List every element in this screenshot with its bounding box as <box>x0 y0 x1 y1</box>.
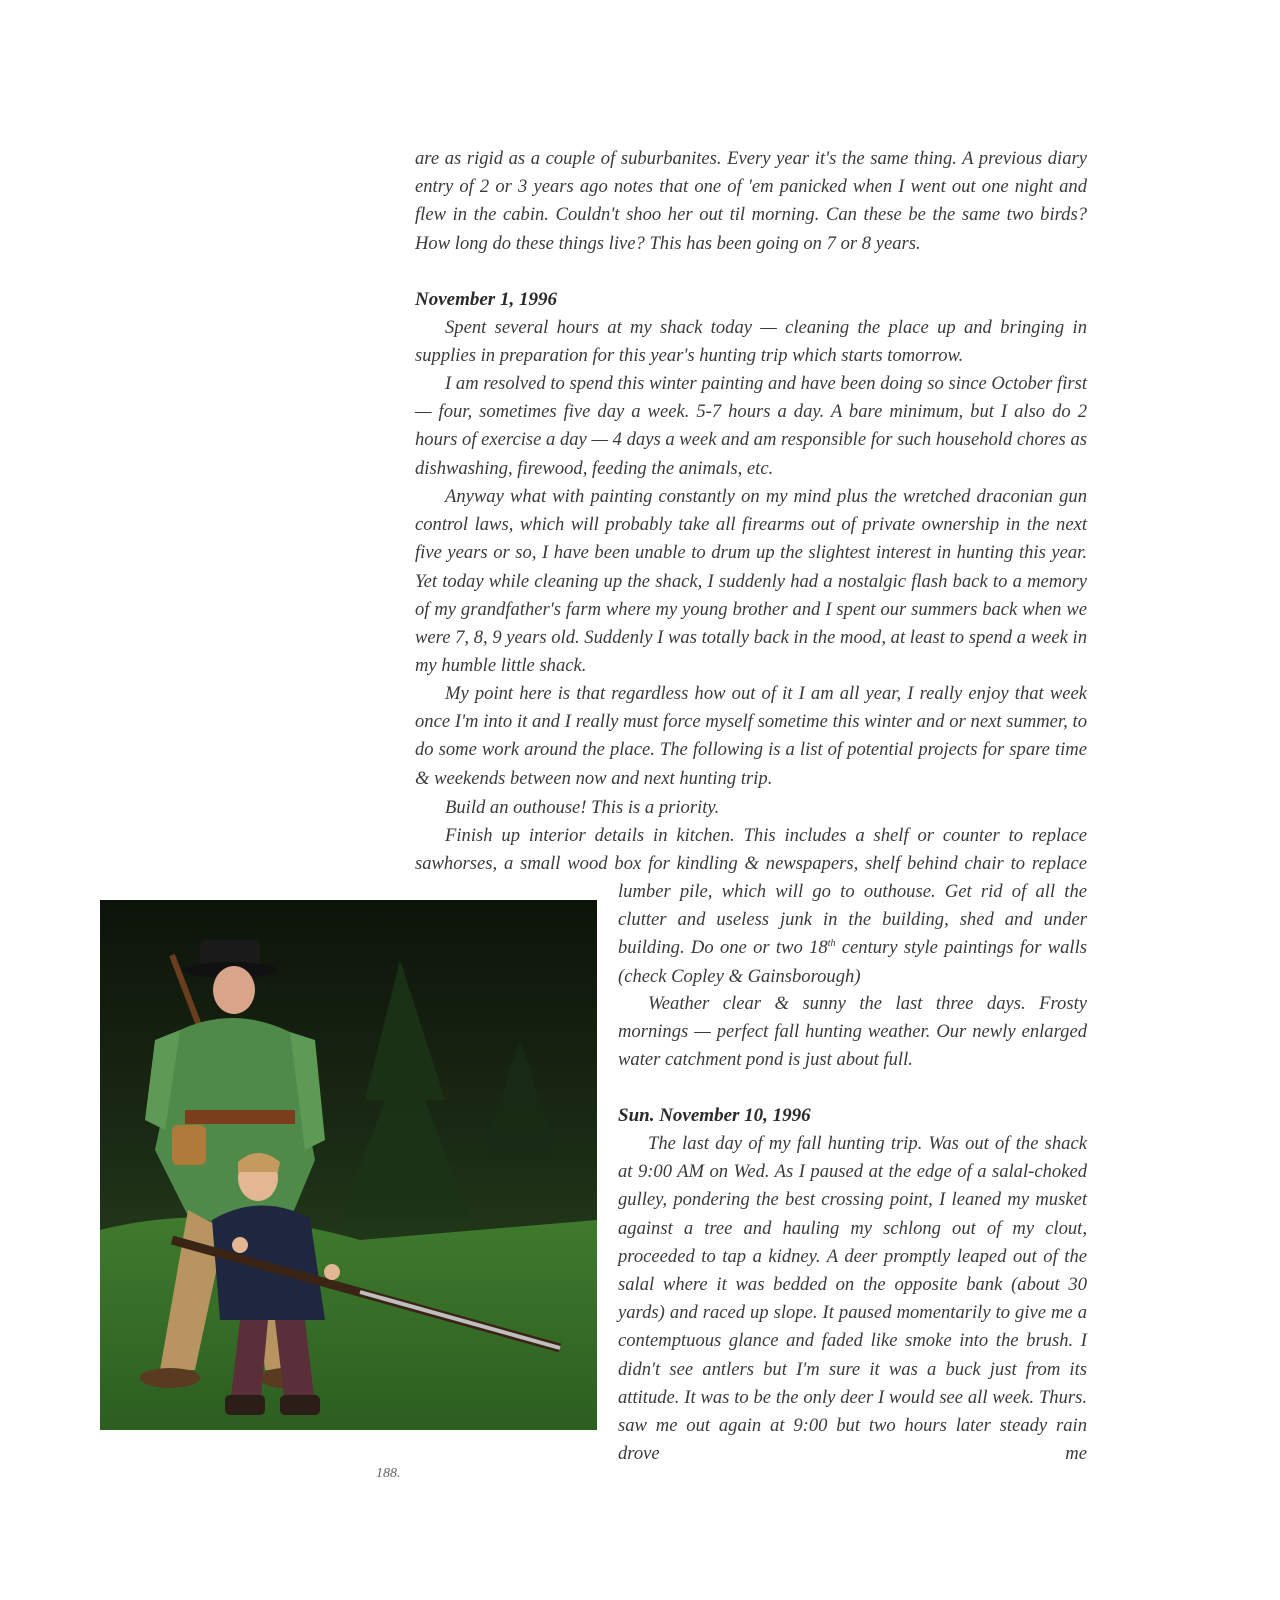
entry1-paragraph-2: I am resolved to spend this winter painting and have been doing so since October first — four, sometimes five day a week. 5-7 hours a day. A bare minimum, but I also do 2 hours of exercise a day — 4 days a week and am responsible for such household chores as dishwashing, firewood, feeding the animals, etc. <box>415 373 1087 479</box>
intro-paragraph: are as rigid as a couple of suburbanites. Every year it's the same thing. A previous diary entry of 2 or 3 years ago notes that one of 'em panicked when I went out one night and flew in the cabin. Couldn't shoo her out til morning. Can these be the same two birds? How long do these things live? This has been going on 7 or 8 years. <box>415 148 1087 254</box>
entry1-paragraph-7: Weather clear & sunny the last three days. Frosty mornings — perfect fall hunting weather. Our newly enlarged water catchment pond is just about full. <box>618 993 1087 1071</box>
entry1-paragraph-5: Build an outhouse! This is a priority. <box>445 797 720 818</box>
entry1-paragraph-4: My point here is that regardless how out of it I am all year, I really enjoy that week once I'm into it and I really must force myself sometime this winter and or next summer, to do some work around the place. The following is a list of potential projects for spare time & weekends between now and next hunting trip. <box>415 683 1087 789</box>
page-number: 188. <box>376 1466 401 1481</box>
entry1-paragraph-3: Anyway what with painting constantly on my mind plus the wretched draconian gun control laws, which will probably take all firearms out of private ownership in the next five years or so, I have been unable to drum up the slightest interest in hunting this year. Yet today while cleaning up the shack, I suddenly had a nostalgic flash back to a memory of my grandfather's farm where my young brother and I spent our summers back when we were 7, 8, 9 years old. Suddenly I was totally back in the mood, at least to spend a week in my humble little shack. <box>415 486 1087 677</box>
entry2-paragraph-1: The last day of my fall hunting trip. Was out of the shack at 9:00 AM on Wed. As I paused at the edge of a salal-choked gulley, pondering the best crossing point, I leaned my musket against a tree and hauling my schlong out of my clout, proceeded to tap a kidney. A deer promptly leaped out of the salal where it was bedded on the opposite bank (about 30 yards) and raced up slope. It paused momentarily to give me a contemptuous glance and faded like smoke into the brush. I didn't see antlers but I'm sure it was a buck just from its attitude. It was to be the only deer I would see all week. Thurs. saw me out again at 9:00 but two hours later steady rain drove me <box>618 1133 1087 1465</box>
photo-hunter-with-child <box>100 900 597 1430</box>
entry1-paragraph-6-continued: lumber pile, which will go to outhouse. Get rid of all the clutter and useless junk in the building, shed and under building. Do one or two 18th century style paintings for walls (check Copley & Gainsborough) <box>618 881 1087 987</box>
entry-heading-nov-1: November 1, 1996 <box>415 289 557 310</box>
entry1-paragraph-6-start: Finish up interior details in kitchen. This includes a shelf or counter to replace sawhorses, a small wood box for kindling & newspapers, shelf behind chair to replace <box>415 825 1087 875</box>
entry1-paragraph-1: Spent several hours at my shack today — cleaning the place up and bringing in supplies in preparation for this year's hunting trip which starts tomorrow. <box>415 317 1087 367</box>
entry-heading-nov-10: Sun. November 10, 1996 <box>618 1105 811 1126</box>
